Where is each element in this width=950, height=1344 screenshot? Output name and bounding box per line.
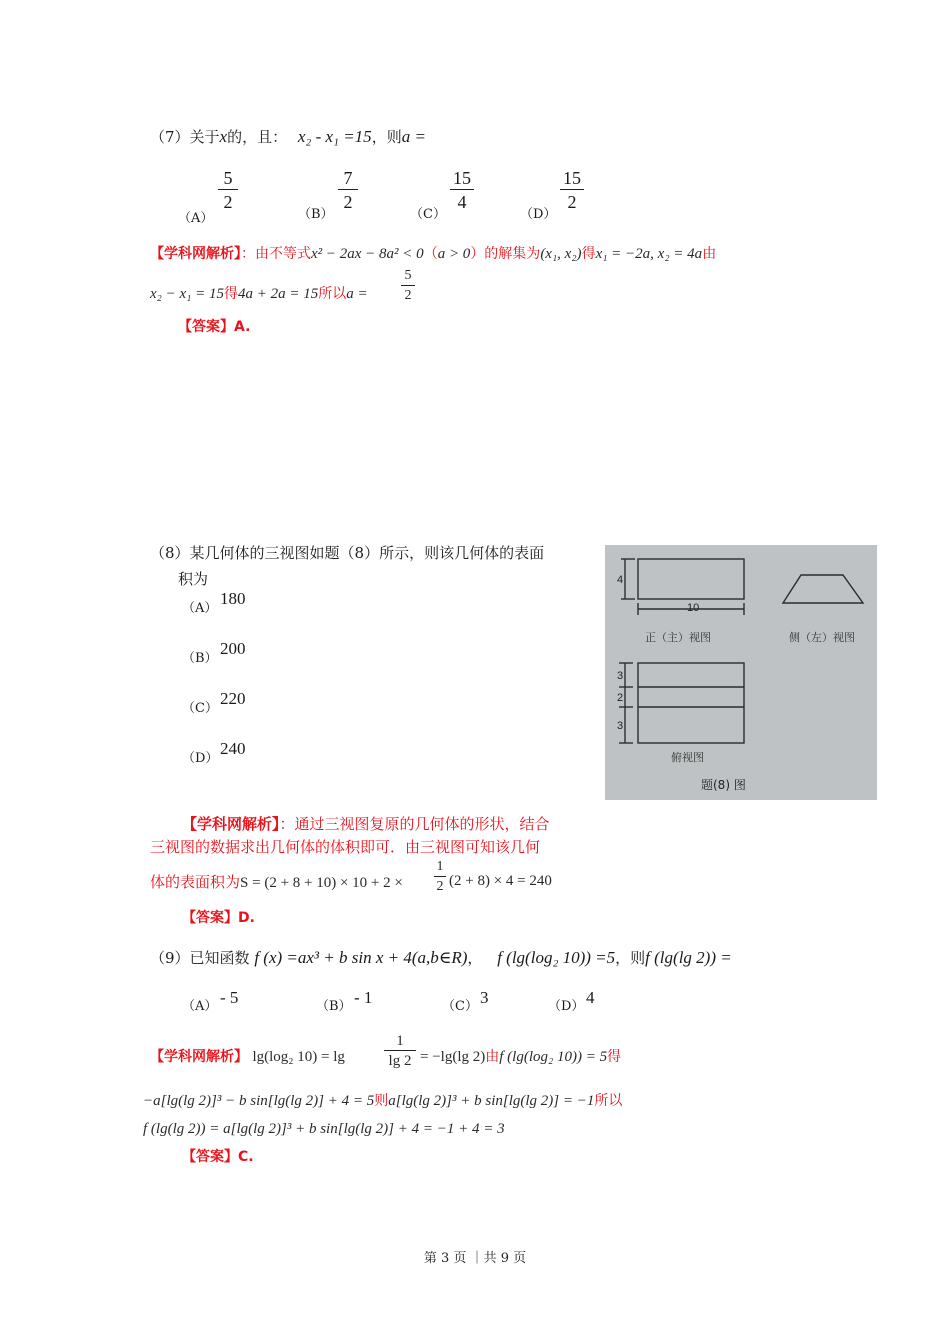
q8-analysis-line3	[150, 871, 403, 892]
q7-analysis-line2	[150, 283, 368, 303]
q9-analysis-math-4: −a[lg(lg 2)]³ − b sin[lg(lg 2)] + 4 = 5	[143, 1093, 375, 1109]
q8-analysis-tag: 【学科网解析】	[182, 815, 280, 833]
q7-option-c-label: （C）	[410, 207, 446, 222]
q9-stem-func: f (x) =ax³ + b sin x + 4(a,b∈R)	[254, 948, 468, 967]
q9-option-b-label: （B）	[316, 999, 352, 1014]
q7-option-d-fraction	[560, 168, 584, 212]
q9-analysis-text-3: 则	[374, 1093, 389, 1109]
q8-stem-line1: （8）某几何体的三视图如题（8）所示，则该几何体的表面	[150, 544, 545, 562]
q7-analysis-math-3: (x₁, x₂)	[540, 246, 582, 262]
q9-analysis-math-3: f (lg(log₂ 10)) = 5	[499, 1049, 608, 1065]
q8-stem-line2: 积为	[178, 570, 209, 588]
q8-analysis-text-3: 体的表面积为	[150, 873, 241, 891]
q7-analysis-frac-den: 2	[404, 288, 412, 303]
q9-analysis-text-1: 由	[485, 1049, 500, 1065]
q9-analysis-line1b	[420, 1046, 621, 1066]
q7-analysis-math-1: x² − 2ax − 8a² < 0	[311, 246, 424, 262]
q7-analysis-fraction	[401, 268, 415, 304]
q7-analysis-math-2: a > 0	[437, 246, 471, 262]
q8-three-view-figure	[605, 545, 877, 800]
q9-stem-cond: f (lg(log₂ 10)) =5	[497, 948, 616, 967]
q9-analysis-frac-num: 1	[396, 1033, 404, 1049]
q9-analysis-math-1: lg(log₂ 10) = lg	[252, 1049, 345, 1065]
fig-top-label: 俯视图	[671, 751, 704, 764]
q7-analysis-math-5: x₂ − x₁ = 15	[150, 286, 224, 302]
page-footer: 第 3 页 ｜共 9 页	[423, 1251, 527, 1266]
q7-analysis-text-2: （	[423, 246, 438, 262]
q8-analysis-line3b	[449, 871, 552, 890]
q7-analysis-math-7: a =	[346, 286, 368, 302]
q9-option-b-value: - 1	[354, 988, 373, 1007]
q9-option-d-value: 4	[586, 988, 595, 1007]
q7-analysis-math-4: x₁ = −2a, x₂ = 4a	[595, 246, 703, 262]
q9-option-c-value: 3	[480, 988, 489, 1007]
q7-option-a-den: 2	[223, 192, 233, 212]
q7-option-d-den: 2	[567, 192, 577, 212]
q9-analysis-tag: 【学科网解析】	[150, 1049, 248, 1065]
q8-option-c-value: 220	[220, 689, 246, 708]
q7-analysis-text-6: 得	[224, 286, 238, 302]
q8-analysis-text-1: ：通过三视图复原的几何体的形状，结合	[279, 815, 550, 833]
q7-analysis-text-4: 得	[581, 246, 596, 262]
q8-option-b-value: 200	[220, 639, 246, 658]
q9-analysis-line1	[150, 1046, 345, 1066]
q7-stem-mid: 的，且：	[227, 128, 288, 146]
q7-stem-var: x	[219, 127, 228, 146]
q8-analysis-line1	[182, 813, 550, 834]
q8-option-b-label: （B）	[182, 651, 218, 666]
q9-analysis-line3	[143, 1121, 505, 1138]
q8-option-a-value: 180	[220, 589, 246, 608]
q9-analysis-math-5: a[lg(lg 2)]³ + b sin[lg(lg 2)] = −1	[388, 1093, 595, 1109]
fig-side-label: 侧（左）视图	[789, 631, 855, 644]
q9-option-d-label: （D）	[548, 999, 585, 1014]
q7-stem	[150, 126, 426, 147]
q8-option-d-label: （D）	[182, 751, 219, 766]
q7-option-c-fraction	[450, 168, 474, 212]
fig-dim-2: 2	[617, 692, 624, 704]
q9-option-a-value: - 5	[220, 988, 239, 1007]
q7-option-a-num: 5	[223, 168, 233, 188]
q9-analysis-text-2: 得	[607, 1049, 622, 1065]
q7-option-b-label: （B）	[298, 207, 334, 222]
fig-caption: 题(8) 图	[701, 778, 746, 792]
q7-option-b-fraction	[338, 168, 358, 212]
q9-stem-ask: f (lg(lg 2)) =	[645, 948, 732, 967]
q8-option-d-value: 240	[220, 739, 246, 758]
q7-analysis-text-1: ：由不等式	[241, 246, 311, 262]
q8-figure-drawing	[605, 545, 877, 800]
q7-option-b-num: 7	[343, 168, 353, 188]
q7-stem-ask: a =	[401, 127, 426, 146]
q9-analysis-text-4: 所以	[594, 1093, 623, 1109]
q9-stem-then: ，则	[615, 949, 646, 967]
top-view-rect	[638, 663, 744, 743]
q9-option-c-label: （C）	[442, 999, 478, 1014]
q8-analysis-line2: 三视图的数据求出几何体的体积即可．由三视图可知该几何	[150, 838, 541, 856]
q9-analysis-math-2: = −lg(lg 2)	[420, 1049, 486, 1065]
q7-analysis-tag: 【学科网解析】	[150, 246, 241, 262]
q7-option-c-num: 15	[453, 168, 471, 188]
q7-option-a-label: （A）	[178, 211, 214, 226]
q7-option-a-fraction	[218, 168, 238, 212]
q8-answer: 【答案】D.	[182, 910, 255, 926]
q9-stem-prefix: （9）已知函数	[150, 949, 250, 967]
q7-option-d-num: 15	[563, 168, 581, 188]
q7-stem-eq: x₂ - x₁ =15	[297, 127, 372, 146]
q7-option-c-den: 4	[457, 192, 467, 212]
q7-analysis-text-7: 所以	[318, 286, 347, 302]
q9-answer: 【答案】C.	[182, 1149, 254, 1165]
fig-dim-3b: 3	[617, 720, 624, 732]
q7-analysis-text-5: 由	[702, 246, 717, 262]
q8-analysis-fraction	[434, 859, 446, 895]
fig-dim-4: 4	[617, 574, 624, 586]
q7-stem-prefix: （7）关于	[150, 128, 220, 146]
front-view-rect	[638, 559, 744, 599]
fig-front-label: 正（主）视图	[645, 631, 711, 644]
q7-analysis-math-6: 4a + 2a = 15	[238, 286, 319, 302]
q7-answer: 【答案】A.	[178, 319, 251, 335]
q9-stem	[150, 947, 732, 968]
q7-stem-suffix: ，则	[371, 128, 402, 146]
q9-option-a-label: （A）	[182, 999, 218, 1014]
q9-analysis-math-6: f (lg(lg 2)) = a[lg(lg 2)]³ + b sin[lg(lg 2)] + 4 = −1 + 4 = 3	[143, 1121, 505, 1137]
q8-analysis-math-1: S = (2 + 8 + 10) × 10 + 2 ×	[240, 875, 403, 891]
q7-option-b-den: 2	[343, 192, 353, 212]
q8-analysis-math-2: (2 + 8) × 4 = 240	[449, 873, 552, 889]
q8-option-a-label: （A）	[182, 601, 218, 616]
q7-option-d-label: （D）	[520, 207, 557, 222]
q9-analysis-line2	[143, 1090, 622, 1110]
q9-analysis-fraction	[384, 1033, 416, 1069]
q8-option-c-label: （C）	[182, 701, 218, 716]
side-view-trapezoid	[783, 575, 863, 603]
q7-analysis-line1	[150, 243, 716, 263]
q8-analysis-frac-num: 1	[436, 859, 444, 874]
q9-analysis-frac-den: lg 2	[388, 1053, 412, 1069]
q9-stem-sep: ，	[467, 949, 483, 967]
q7-analysis-text-3: ）的解集为	[470, 246, 541, 262]
fig-dim-10: 10	[687, 602, 700, 614]
fig-dim-3a: 3	[617, 670, 624, 682]
q8-analysis-frac-den: 2	[436, 879, 444, 894]
q7-analysis-frac-num: 5	[404, 268, 412, 283]
